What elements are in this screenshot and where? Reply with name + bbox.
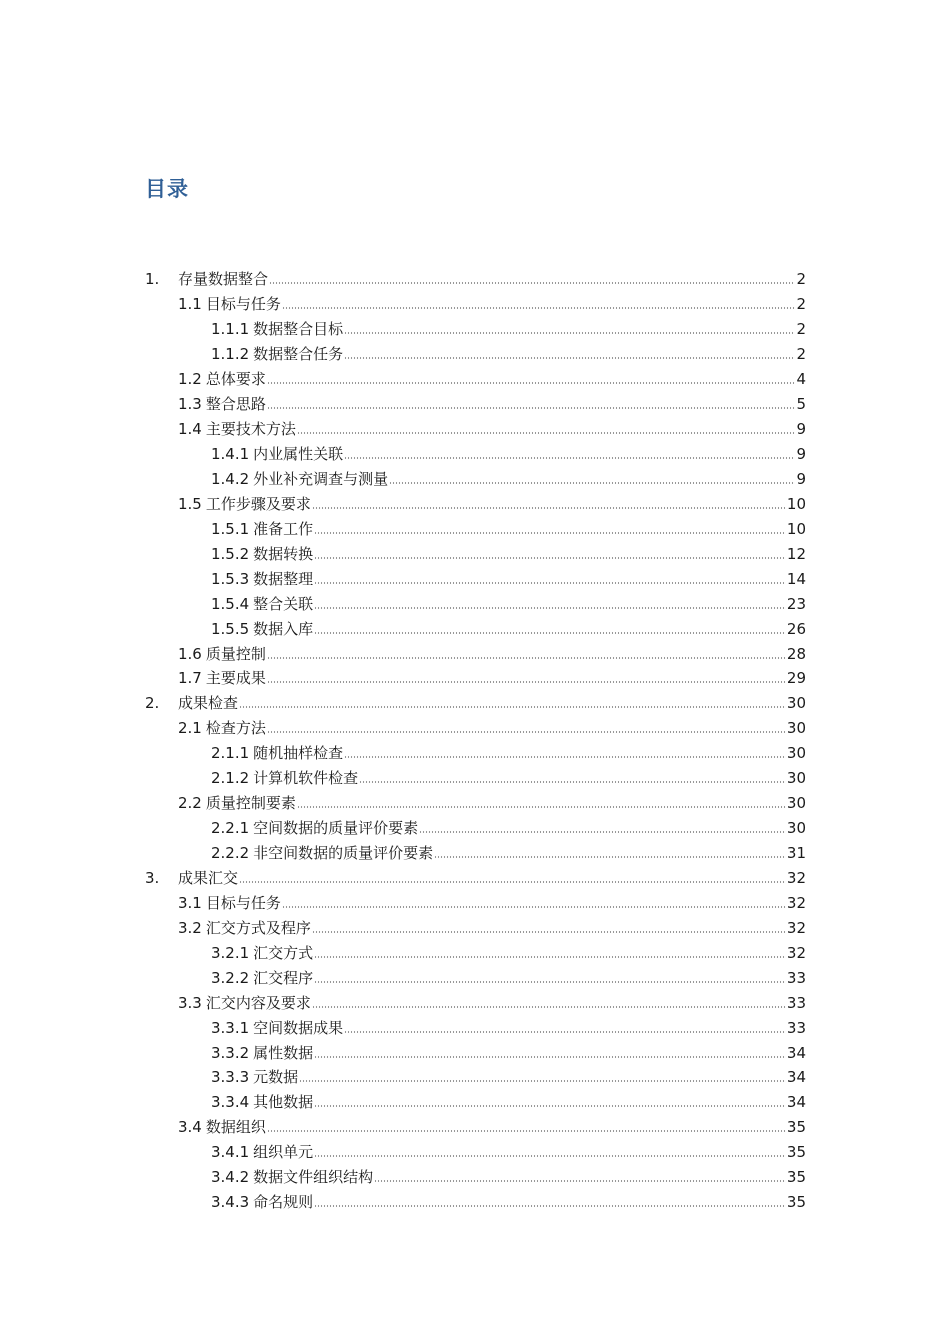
toc-entry-title: 外业补充调查与测量 xyxy=(253,469,389,488)
toc-entry-title: 元数据 xyxy=(253,1068,299,1087)
toc-entry-page-number: 32 xyxy=(786,918,806,937)
toc-entry-number: 3.2.1 xyxy=(211,943,250,962)
toc-entry-number: 3.4.2 xyxy=(211,1168,250,1187)
toc-entry-level-2[interactable] xyxy=(145,716,806,741)
toc-dot-leader xyxy=(267,657,786,659)
toc-dot-leader xyxy=(312,507,786,509)
toc-entry-page-number: 32 xyxy=(786,893,806,912)
toc-entry-number: 1.5.2 xyxy=(211,544,250,563)
toc-entry-level-3[interactable] xyxy=(145,616,806,641)
toc-entry-level-3[interactable] xyxy=(145,1090,806,1115)
toc-entry-level-3[interactable] xyxy=(145,342,806,367)
toc-entry-page-number: 10 xyxy=(786,519,806,538)
toc-entry-level-2[interactable] xyxy=(145,417,806,442)
toc-entry-page-number: 28 xyxy=(786,644,806,663)
toc-dot-leader xyxy=(314,632,786,634)
toc-entry-title: 数据组织 xyxy=(205,1118,266,1137)
toc-entry-page-number: 35 xyxy=(786,1118,806,1137)
toc-entry-title: 整合关联 xyxy=(253,594,314,613)
toc-entry-level-2[interactable] xyxy=(145,392,806,417)
toc-entry-title: 汇交方式及程序 xyxy=(205,918,311,937)
toc-entry-level-3[interactable] xyxy=(145,1190,806,1215)
toc-entry-title: 组织单元 xyxy=(253,1143,314,1162)
toc-entry-number: 3.2 xyxy=(178,918,202,937)
toc-entry-title: 计算机软件检查 xyxy=(253,769,359,788)
toc-dot-leader xyxy=(282,906,786,908)
toc-entry-page-number: 30 xyxy=(786,769,806,788)
toc-entry-level-3[interactable] xyxy=(145,1015,806,1040)
toc-entry-level-2[interactable] xyxy=(145,491,806,516)
toc-entry-level-3[interactable] xyxy=(145,841,806,866)
toc-dot-leader xyxy=(314,607,786,609)
toc-entry-number: 1.4 xyxy=(178,420,202,439)
toc-entry-number: 1.5.3 xyxy=(211,569,250,588)
toc-entry-level-2[interactable] xyxy=(145,367,806,392)
toc-entry-title: 其他数据 xyxy=(253,1093,314,1112)
toc-dot-leader xyxy=(314,1205,786,1207)
toc-entry-page-number: 30 xyxy=(786,744,806,763)
toc-entry-page-number: 9 xyxy=(796,445,806,464)
toc-entry-page-number: 2 xyxy=(796,270,806,289)
toc-entry-page-number: 34 xyxy=(786,1043,806,1062)
toc-dot-leader xyxy=(314,532,786,534)
toc-dot-leader xyxy=(312,1006,786,1008)
toc-entry-page-number: 2 xyxy=(796,345,806,364)
toc-entry-number: 3.3.4 xyxy=(211,1093,250,1112)
toc-entry-level-3[interactable] xyxy=(145,591,806,616)
toc-dot-leader xyxy=(344,332,795,334)
toc-dot-leader xyxy=(267,407,796,409)
toc-entry-level-2[interactable] xyxy=(145,915,806,940)
toc-entry-page-number: 35 xyxy=(786,1193,806,1212)
toc-entry-level-2[interactable] xyxy=(145,890,806,915)
toc-entry-title: 数据转换 xyxy=(253,544,314,563)
toc-entry-number: 1.2 xyxy=(178,370,202,389)
toc-dot-leader xyxy=(434,856,786,858)
toc-entry-number: 3.3 xyxy=(178,993,202,1012)
toc-entry-number: 2.2.1 xyxy=(211,819,250,838)
toc-dot-leader xyxy=(297,806,786,808)
toc-entry-level-3[interactable] xyxy=(145,940,806,965)
toc-entry-level-3[interactable] xyxy=(145,442,806,467)
toc-entry-title: 随机抽样检查 xyxy=(253,744,344,763)
toc-entry-number: 3.4.1 xyxy=(211,1143,250,1162)
toc-entry-page-number: 35 xyxy=(786,1168,806,1187)
toc-entry-number: 1.1 xyxy=(178,295,202,314)
toc-entry-number: 1.3 xyxy=(178,395,202,414)
toc-entry-title: 检查方法 xyxy=(205,719,266,738)
toc-entry-title: 空间数据成果 xyxy=(253,1018,344,1037)
toc-dot-leader xyxy=(267,731,786,733)
toc-entry-title: 工作步骤及要求 xyxy=(205,494,311,513)
toc-entry-title: 整合思路 xyxy=(205,395,266,414)
toc-entry-number: 2.1.1 xyxy=(211,744,250,763)
toc-entry-level-2[interactable] xyxy=(145,666,806,691)
toc-entry-number: 1.5.5 xyxy=(211,619,250,638)
toc-entry-number: 3.3.3 xyxy=(211,1068,250,1087)
toc-list xyxy=(145,267,806,1215)
toc-dot-leader xyxy=(267,382,796,384)
toc-entry-level-3[interactable] xyxy=(145,1065,806,1090)
toc-entry-level-1[interactable] xyxy=(145,691,806,716)
toc-entry-page-number: 32 xyxy=(786,868,806,887)
toc-entry-level-2[interactable] xyxy=(145,641,806,666)
toc-entry-page-number: 31 xyxy=(786,844,806,863)
toc-entry-title: 命名规则 xyxy=(253,1193,314,1212)
toc-dot-leader xyxy=(282,307,796,309)
toc-entry-title: 成果汇交 xyxy=(178,868,239,887)
toc-entry-level-3[interactable] xyxy=(145,566,806,591)
toc-entry-title: 空间数据的质量评价要素 xyxy=(253,819,419,838)
toc-dot-leader xyxy=(314,557,786,559)
toc-entry-level-3[interactable] xyxy=(145,1040,806,1065)
toc-entry-page-number: 30 xyxy=(786,719,806,738)
toc-entry-level-2[interactable] xyxy=(145,292,806,317)
toc-dot-leader xyxy=(239,706,786,708)
toc-entry-page-number: 33 xyxy=(786,1018,806,1037)
toc-entry-number: 1.6 xyxy=(178,644,202,663)
toc-title: 目录 xyxy=(145,177,189,201)
toc-dot-leader xyxy=(344,457,795,459)
toc-entry-page-number: 26 xyxy=(786,619,806,638)
toc-entry-number: 2.1.2 xyxy=(211,769,250,788)
toc-entry-title: 数据整理 xyxy=(253,569,314,588)
toc-entry-title: 数据入库 xyxy=(253,619,314,638)
toc-entry-title: 内业属性关联 xyxy=(253,445,344,464)
toc-entry-level-1[interactable] xyxy=(145,866,806,891)
toc-entry-level-2[interactable] xyxy=(145,990,806,1015)
toc-dot-leader xyxy=(314,956,786,958)
toc-entry-page-number: 32 xyxy=(786,943,806,962)
toc-entry-title: 数据文件组织结构 xyxy=(253,1168,374,1187)
toc-entry-title: 目标与任务 xyxy=(205,295,281,314)
toc-entry-page-number: 2 xyxy=(796,320,806,339)
toc-entry-number: 3.2.2 xyxy=(211,968,250,987)
toc-dot-leader xyxy=(344,357,795,359)
toc-entry-title: 数据整合目标 xyxy=(253,320,344,339)
toc-entry-level-3[interactable] xyxy=(145,816,806,841)
toc-entry-number: 1.4.2 xyxy=(211,469,250,488)
toc-entry-page-number: 9 xyxy=(796,469,806,488)
toc-entry-page-number: 5 xyxy=(796,395,806,414)
toc-entry-number: 2.1 xyxy=(178,719,202,738)
toc-dot-leader xyxy=(374,1180,786,1182)
toc-entry-number: 1.5.4 xyxy=(211,594,250,613)
toc-dot-leader xyxy=(267,1130,786,1132)
toc-entry-number: 3.3.2 xyxy=(211,1043,250,1062)
toc-entry-title: 总体要求 xyxy=(205,370,266,389)
toc-entry-title: 数据整合任务 xyxy=(253,345,344,364)
toc-entry-level-1[interactable] xyxy=(145,267,806,292)
toc-entry-title: 非空间数据的质量评价要素 xyxy=(253,844,434,863)
toc-dot-leader xyxy=(299,1080,786,1082)
toc-entry-title: 汇交程序 xyxy=(253,968,314,987)
toc-dot-leader xyxy=(297,432,796,434)
toc-dot-leader xyxy=(359,781,786,783)
toc-entry-number: 3. xyxy=(145,868,160,887)
toc-dot-leader xyxy=(314,582,786,584)
toc-entry-page-number: 30 xyxy=(786,694,806,713)
toc-entry-level-3[interactable] xyxy=(145,317,806,342)
toc-entry-level-2[interactable] xyxy=(145,1115,806,1140)
toc-entry-number: 1.5 xyxy=(178,494,202,513)
toc-entry-page-number: 12 xyxy=(786,544,806,563)
toc-entry-level-3[interactable] xyxy=(145,766,806,791)
toc-entry-page-number: 34 xyxy=(786,1093,806,1112)
toc-entry-page-number: 35 xyxy=(786,1143,806,1162)
toc-entry-number: 2.2.2 xyxy=(211,844,250,863)
toc-entry-number: 3.3.1 xyxy=(211,1018,250,1037)
toc-entry-page-number: 33 xyxy=(786,993,806,1012)
toc-entry-number: 1.1.2 xyxy=(211,345,250,364)
toc-entry-title: 汇交内容及要求 xyxy=(205,993,311,1012)
toc-entry-number: 3.4.3 xyxy=(211,1193,250,1212)
toc-dot-leader xyxy=(312,931,786,933)
toc-entry-level-3[interactable] xyxy=(145,467,806,492)
toc-entry-level-3[interactable] xyxy=(145,965,806,990)
toc-entry-page-number: 30 xyxy=(786,794,806,813)
toc-entry-page-number: 10 xyxy=(786,494,806,513)
toc-entry-level-3[interactable] xyxy=(145,741,806,766)
toc-entry-number: 2. xyxy=(145,694,160,713)
toc-dot-leader xyxy=(269,282,795,284)
toc-entry-page-number: 33 xyxy=(786,968,806,987)
toc-entry-page-number: 4 xyxy=(796,370,806,389)
toc-entry-title: 汇交方式 xyxy=(253,943,314,962)
toc-entry-level-3[interactable] xyxy=(145,1165,806,1190)
toc-dot-leader xyxy=(314,1155,786,1157)
toc-entry-page-number: 30 xyxy=(786,819,806,838)
toc-entry-title: 质量控制 xyxy=(205,644,266,663)
toc-entry-number: 3.4 xyxy=(178,1118,202,1137)
toc-entry-title: 成果检查 xyxy=(178,694,239,713)
toc-entry-level-3[interactable] xyxy=(145,516,806,541)
toc-entry-title: 主要技术方法 xyxy=(205,420,296,439)
toc-entry-level-3[interactable] xyxy=(145,1140,806,1165)
toc-entry-title: 属性数据 xyxy=(253,1043,314,1062)
toc-entry-page-number: 14 xyxy=(786,569,806,588)
toc-dot-leader xyxy=(314,1056,786,1058)
toc-dot-leader xyxy=(344,1031,786,1033)
toc-entry-number: 1.4.1 xyxy=(211,445,250,464)
toc-entry-page-number: 34 xyxy=(786,1068,806,1087)
toc-dot-leader xyxy=(344,756,786,758)
toc-entry-page-number: 29 xyxy=(786,669,806,688)
toc-entry-title: 存量数据整合 xyxy=(178,270,269,289)
toc-entry-title: 目标与任务 xyxy=(205,893,281,912)
toc-entry-number: 1.5.1 xyxy=(211,519,250,538)
toc-dot-leader xyxy=(239,881,786,883)
toc-entry-number: 1. xyxy=(145,270,160,289)
toc-dot-leader xyxy=(314,1105,786,1107)
toc-entry-number: 2.2 xyxy=(178,794,202,813)
toc-entry-title: 质量控制要素 xyxy=(205,794,296,813)
toc-dot-leader xyxy=(314,981,786,983)
toc-entry-number: 3.1 xyxy=(178,893,202,912)
toc-entry-page-number: 9 xyxy=(796,420,806,439)
toc-entry-title: 主要成果 xyxy=(205,669,266,688)
toc-entry-number: 1.7 xyxy=(178,669,202,688)
toc-entry-title: 准备工作 xyxy=(253,519,314,538)
toc-entry-level-2[interactable] xyxy=(145,791,806,816)
toc-entry-page-number: 2 xyxy=(796,295,806,314)
toc-dot-leader xyxy=(389,482,795,484)
toc-dot-leader xyxy=(267,681,786,683)
toc-entry-level-3[interactable] xyxy=(145,541,806,566)
toc-dot-leader xyxy=(419,831,786,833)
toc-entry-number: 1.1.1 xyxy=(211,320,250,339)
toc-entry-page-number: 23 xyxy=(786,594,806,613)
